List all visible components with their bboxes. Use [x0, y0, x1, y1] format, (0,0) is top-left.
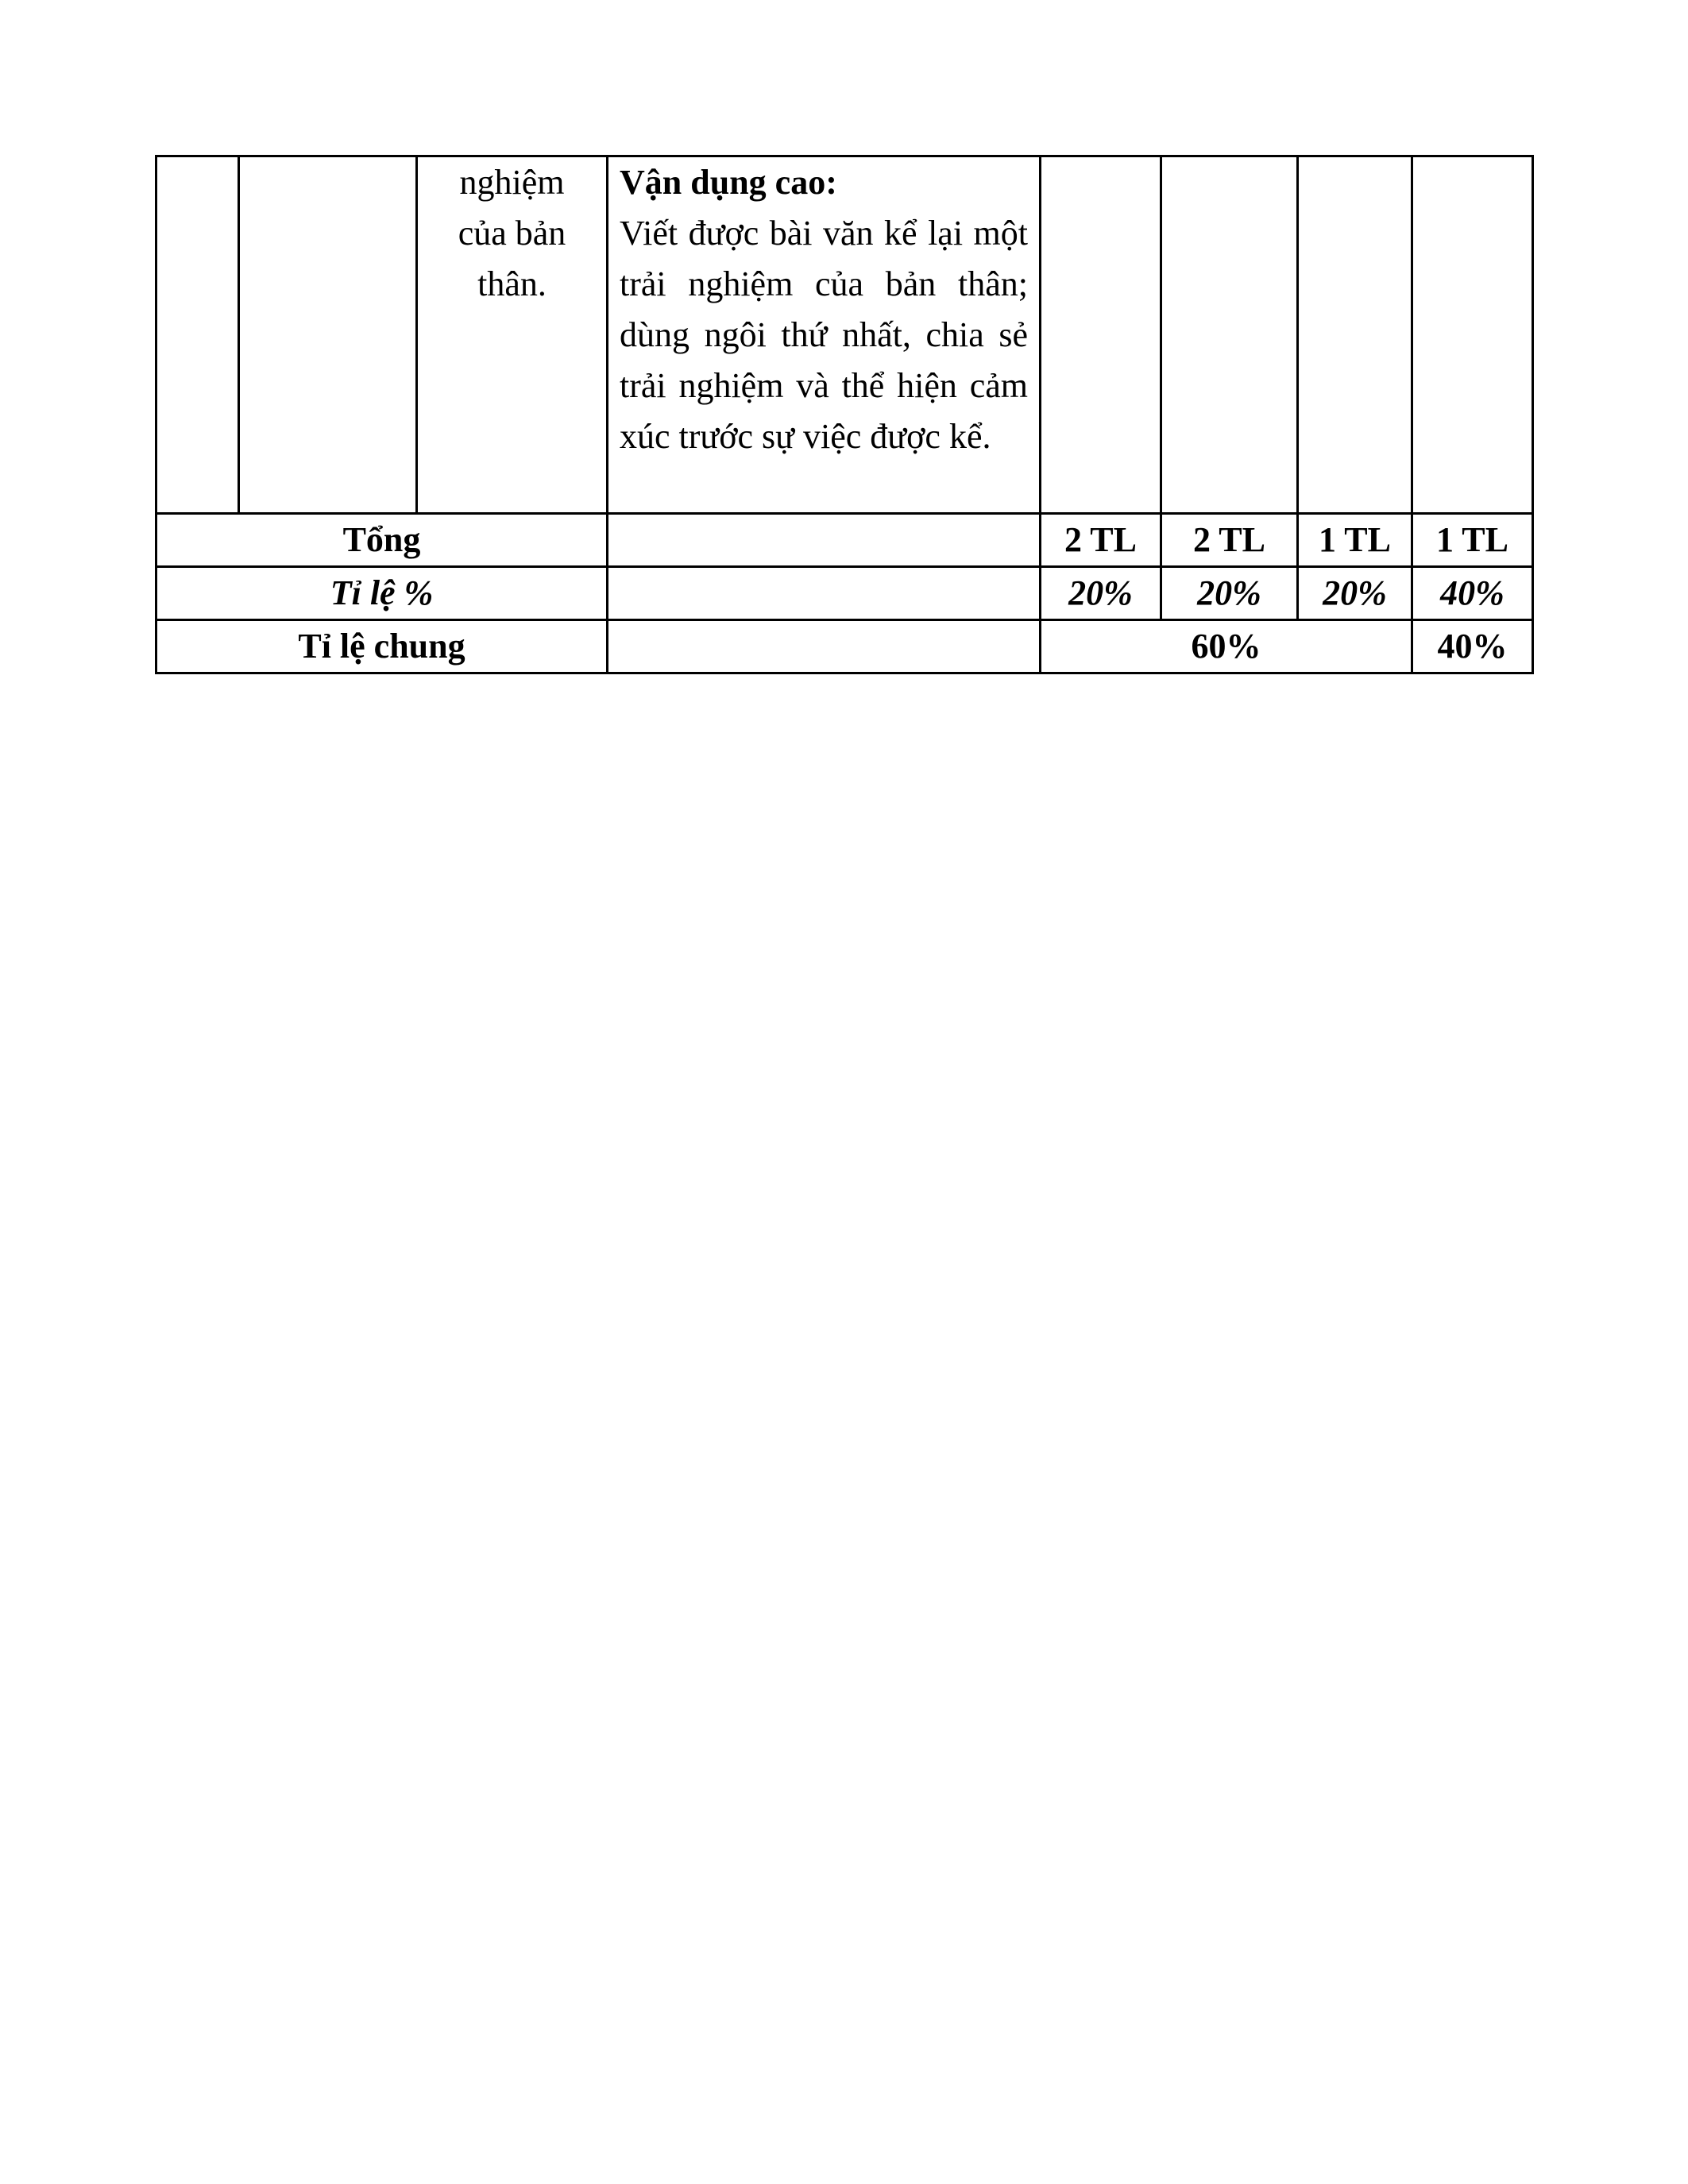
- overall-row: [156, 620, 1533, 673]
- empty-cell: [608, 567, 1041, 620]
- overall-combined-cell: 60%: [1041, 620, 1412, 673]
- unit-line: thân.: [477, 264, 547, 303]
- empty-cell: [239, 156, 417, 514]
- total-count-cell: 1 TL: [1412, 514, 1533, 567]
- percent-label: Tỉ lệ %: [156, 567, 608, 620]
- empty-cell: [1041, 156, 1161, 514]
- percent-cell: 20%: [1161, 567, 1298, 620]
- total-label: Tổng: [156, 514, 608, 567]
- unit-line: nghiệm: [459, 163, 565, 202]
- percent-cell: 40%: [1412, 567, 1533, 620]
- content-row: [156, 156, 1533, 514]
- percent-row: [156, 567, 1533, 620]
- overall-last-cell: 40%: [1412, 620, 1533, 673]
- total-count-cell: 2 TL: [1041, 514, 1161, 567]
- unit-cell: [417, 156, 608, 514]
- percent-cell: 20%: [1041, 567, 1161, 620]
- empty-cell: [608, 620, 1041, 673]
- empty-cell: [1298, 156, 1412, 514]
- empty-cell: [156, 156, 239, 514]
- empty-cell: [1412, 156, 1533, 514]
- total-count-cell: 1 TL: [1298, 514, 1412, 567]
- assessment-matrix-table: [155, 155, 1534, 674]
- overall-label: Tỉ lệ chung: [156, 620, 608, 673]
- level-heading: Vận dụng cao:: [620, 163, 837, 202]
- unit-line: của bản: [458, 214, 566, 253]
- empty-cell: [608, 514, 1041, 567]
- total-row: [156, 514, 1533, 567]
- total-count-cell: 2 TL: [1161, 514, 1298, 567]
- requirement-description: Viết được bài văn kể lại một trải nghiệm của bản thân; dùng ngôi thứ nhất, chia sẻ trải nghiệm và thể hiện cảm xúc trước sự việc được kể.: [620, 214, 1028, 456]
- empty-cell: [1161, 156, 1298, 514]
- percent-cell: 20%: [1298, 567, 1412, 620]
- requirement-cell: [608, 156, 1041, 514]
